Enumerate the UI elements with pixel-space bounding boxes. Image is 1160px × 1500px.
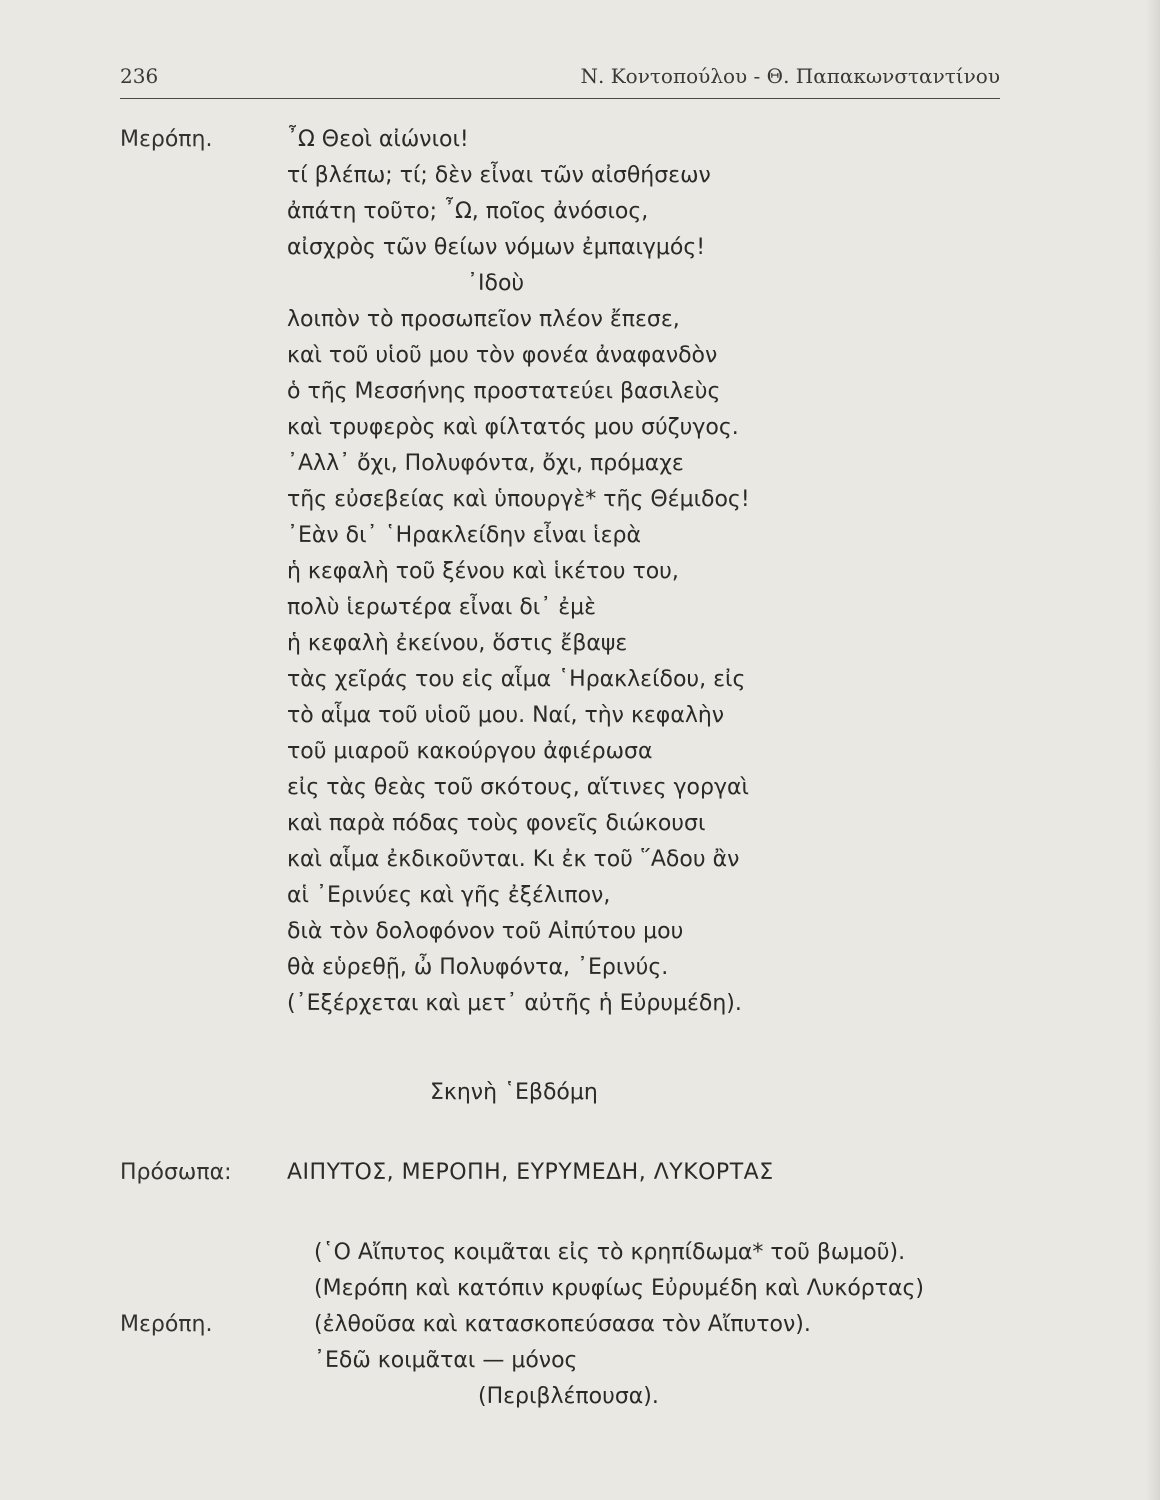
stage-direction: (᾿Εξέρχεται καὶ μετ᾿ αὐτῆς ἡ Εὐρυμέδη). bbox=[287, 991, 742, 1016]
speaker-label: Μερόπη. bbox=[120, 1312, 213, 1337]
verse-line: τὰς χεῖράς του εἰς αἷμα ῾Ηρακλείδου, εἰς bbox=[287, 667, 746, 692]
verse-line: ῏Ω Θεοὶ αἰώνιοι! bbox=[287, 127, 469, 152]
verse-line: τί βλέπω; τί; δὲν εἶναι τῶν αἰσθήσεων bbox=[287, 163, 711, 188]
verse-line: καὶ αἷμα ἐκδικοῦνται. Κι ἐκ τοῦ ῞Αδου ἂν bbox=[287, 847, 740, 872]
verse-line: λοιπὸν τὸ προσωπεῖον πλέον ἔπεσε, bbox=[287, 307, 680, 332]
verse-line: τῆς εὐσεβείας καὶ ὑπουργὲ* τῆς Θέμιδος! bbox=[287, 487, 750, 512]
verse-line: θὰ εὑρεθῇ, ὦ Πολυφόντα, ᾿Ερινύς. bbox=[287, 955, 669, 980]
verse-line: ᾿Εδῶ κοιμᾶται — μόνος bbox=[314, 1348, 578, 1373]
dramatis-names: ΑΙΠΥΤΟΣ, ΜΕΡΟΠΗ, ΕΥΡΥΜΕΔΗ, ΛΥΚΟΡΤΑΣ bbox=[287, 1160, 774, 1185]
verse-line: ᾿Ιδοὺ bbox=[467, 271, 525, 296]
scene-title: Σκηνὴ ῾Εβδόμη bbox=[430, 1080, 598, 1105]
verse-line: αἱ ᾿Ερινύες καὶ γῆς ἐξέλιπον, bbox=[287, 883, 611, 908]
verse-line: ᾿Αλλ᾿ ὄχι, Πολυφόντα, ὄχι, πρόμαχε bbox=[287, 451, 684, 476]
stage-direction: (Περιβλέπουσα). bbox=[478, 1384, 659, 1409]
page-number: 236 bbox=[120, 64, 159, 88]
verse-line: καὶ τοῦ υἱοῦ μου τὸν φονέα ἀναφανδὸν bbox=[287, 343, 718, 368]
page-header bbox=[120, 64, 1000, 94]
verse-line: εἰς τὰς θεὰς τοῦ σκότους, αἵτινες γοργαὶ bbox=[287, 775, 749, 800]
verse-line: ἡ κεφαλὴ ἐκείνου, ὅστις ἔβαψε bbox=[287, 631, 628, 656]
verse-line: τὸ αἷμα τοῦ υἱοῦ μου. Ναί, τὴν κεφαλὴν bbox=[287, 703, 725, 728]
verse-line: καὶ παρὰ πόδας τοὺς φονεῖς διώκουσι bbox=[287, 811, 706, 836]
stage-direction: (ἐλθοῦσα καὶ κατασκοπεύσασα τὸν Αἴπυτον). bbox=[314, 1312, 811, 1337]
verse-line: τοῦ μιαροῦ κακούργου ἀφιέρωσα bbox=[287, 739, 653, 764]
verse-line: ἡ κεφαλὴ τοῦ ξένου καὶ ἱκέτου του, bbox=[287, 559, 679, 584]
verse-line: διὰ τὸν δολοφόνον τοῦ Αἰπύτου μου bbox=[287, 919, 684, 944]
verse-line: αἰσχρὸς τῶν θείων νόμων ἐμπαιγμός! bbox=[287, 235, 706, 260]
verse-line: καὶ τρυφερὸς καὶ φίλτατός μου σύζυγος. bbox=[287, 415, 739, 440]
header-rule bbox=[120, 98, 1000, 99]
running-head: Ν. Κοντοπούλου - Θ. Παπακωνσταντίνου bbox=[580, 64, 1000, 88]
verse-line: πολὺ ἱερωτέρα εἶναι δι᾿ ἐμὲ bbox=[287, 595, 597, 620]
speaker-label: Μερόπη. bbox=[120, 127, 213, 152]
verse-line: ὁ τῆς Μεσσήνης προστατεύει βασιλεὺς bbox=[287, 379, 721, 404]
verse-line: ᾿Εὰν δι᾿ ῾Ηρακλείδην εἶναι ἱερὰ bbox=[287, 523, 641, 548]
page-edge-shadow bbox=[1146, 0, 1160, 1500]
stage-direction: (῾Ο Αἴπυτος κοιμᾶται εἰς τὸ κρηπίδωμα* τοῦ βωμοῦ). bbox=[314, 1240, 906, 1265]
dramatis-label: Πρόσωπα: bbox=[120, 1160, 232, 1185]
verse-line: ἀπάτη τοῦτο; ῏Ω, ποῖος ἀνόσιος, bbox=[287, 199, 649, 224]
stage-direction: (Μερόπη καὶ κατόπιν κρυφίως Εὐρυμέδη καὶ Λυκόρτας) bbox=[314, 1276, 924, 1301]
